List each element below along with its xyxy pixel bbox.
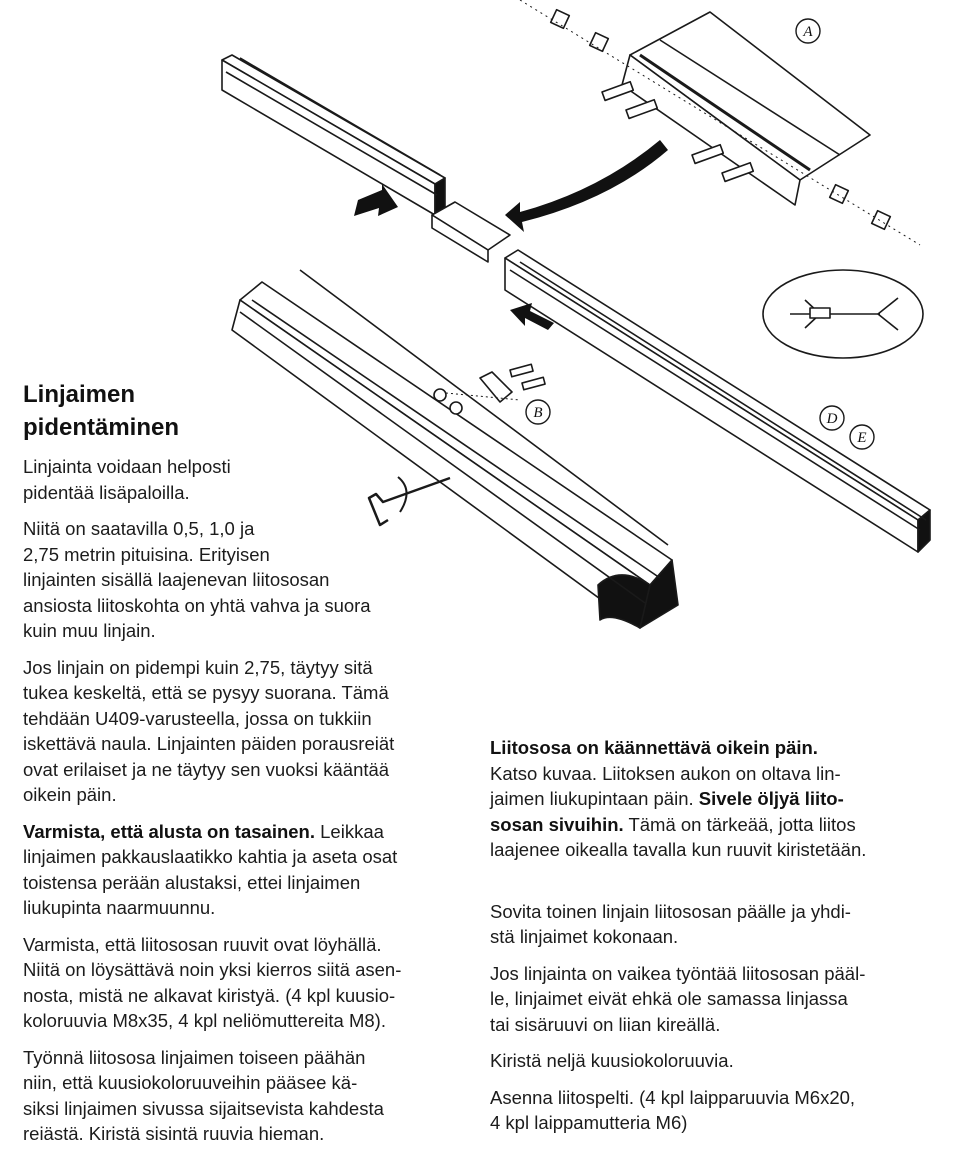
rail-upper-left [222,55,445,215]
bold-lead: Varmista, että alusta on tasainen. [23,820,315,842]
text-line: pidentää lisäpaloilla. [23,481,190,503]
text-line: tai sisäruuvi on liian kireällä. [490,1013,721,1035]
right-column [490,735,940,1147]
callout-e: E [857,430,867,446]
text-line: oikein päin. [23,784,117,805]
text-line: laajenee oikealla tavalla kun ruuvit kiristetään. [490,839,867,860]
text-line: Asenna liitospelti. (4 kpl laipparuuvia M6x20, [490,1086,856,1108]
text-line: Linjainta voidaan helposti [23,456,231,477]
connector-piece [432,202,510,262]
text-line: Tämä on tärkeää, jotta liitos [623,813,856,835]
callout-b: B [533,405,543,421]
left-paragraph-2 [23,516,473,644]
bold-lead: Liitososa on käännettävä oikein päin. [490,737,818,758]
text-line: linjainten sisällä laajenevan liitososan [23,569,330,590]
text-line: Varmista, että liitososan ruuvit ovat löyhällä. [23,933,382,955]
heading-line-1: Linjaimen [23,381,136,408]
text-line: Leikkaa [315,820,384,842]
bold-text: Sivele öljyä liito- [693,788,844,809]
left-paragraph-1 [23,454,473,505]
text-line: ansiosta liitoskohta on yhtä vahva ja suora [23,594,371,616]
text-line: Katso kuvaa. Liitoksen aukon on oltava lin- [490,762,841,784]
text-line: Niitä on löysättävä noin yksi kierros siitä asen- [23,959,402,980]
text-line: Sovita toinen linjain liitososan päälle ja yhdi- [490,900,851,922]
inset-detail [763,270,923,358]
text-line: toistensa perään alustaksi, ettei linjaimen [23,871,361,893]
text-line: siksi linjaimen sivussa sijaitsevista kahdesta [23,1097,384,1119]
text-line: nosta, mistä ne alkavat kiristyä. (4 kpl kuusio- [23,984,396,1006]
right-paragraph-3 [490,961,940,1038]
text-line: 2,75 metrin pituisina. Erityisen [23,543,270,565]
right-paragraph-4 [490,1048,940,1074]
bold-text: sosan sivuihin. [490,813,624,835]
section-heading [23,378,179,444]
right-paragraph-1 [490,735,940,863]
text-line: reiästä. Kiristä sisintä ruuvia hieman. [23,1123,325,1144]
text-line: Kiristä neljä kuusiokoloruuvia. [490,1050,734,1071]
text-line: Jos linjainta on vaikea työntää liitososan pääl- [490,962,866,984]
text-line: ovat erilaiset ja ne täytyy sen vuoksi kääntää [23,758,390,780]
heading-line-2: pidentäminen [23,414,180,441]
text-line: tehdään U409-varusteella, jossa on tukkiin [23,707,372,729]
text-line: koloruuvia M8x35, 4 kpl neliömuttereita M8). [23,1010,386,1031]
text-line: Jos linjain on pidempi kuin 2,75, täytyy sitä [23,656,373,678]
left-paragraph-6 [23,1045,473,1147]
text-line: le, linjaimet eivät ehkä ole samassa linjassa [490,988,848,1009]
right-paragraph-2 [490,899,940,950]
text-line: Niitä on saatavilla 0,5, 1,0 ja [23,518,255,539]
right-paragraph-5 [490,1085,940,1136]
left-paragraph-4 [23,819,473,921]
left-column [23,454,473,1158]
text-line: Työnnä liitososa linjaimen toiseen päähän [23,1046,366,1068]
text-line: niin, että kuusiokoloruuveihin pääsee kä- [23,1072,358,1093]
text-line: linjaimen pakkauslaatikko kahtia ja aseta osat [23,846,398,867]
text-line: kuin muu linjain. [23,620,156,641]
text-line: jaimen liukupintaan päin. [490,788,694,809]
text-line: 4 kpl laippamutteria M6) [490,1112,688,1133]
text-line: stä linjaimet kokonaan. [490,926,679,947]
callout-d: D [826,411,838,427]
left-paragraph-5 [23,932,473,1034]
text-line: iskettävä naula. Linjainten päiden porausreiät [23,733,395,754]
text-line: liukupinta naarmuunnu. [23,897,216,918]
callout-a: A [803,24,813,40]
connector-exploded [622,12,870,205]
left-paragraph-3 [23,655,473,808]
text-line: tukea keskeltä, että se pysyy suorana. Tämä [23,682,389,703]
